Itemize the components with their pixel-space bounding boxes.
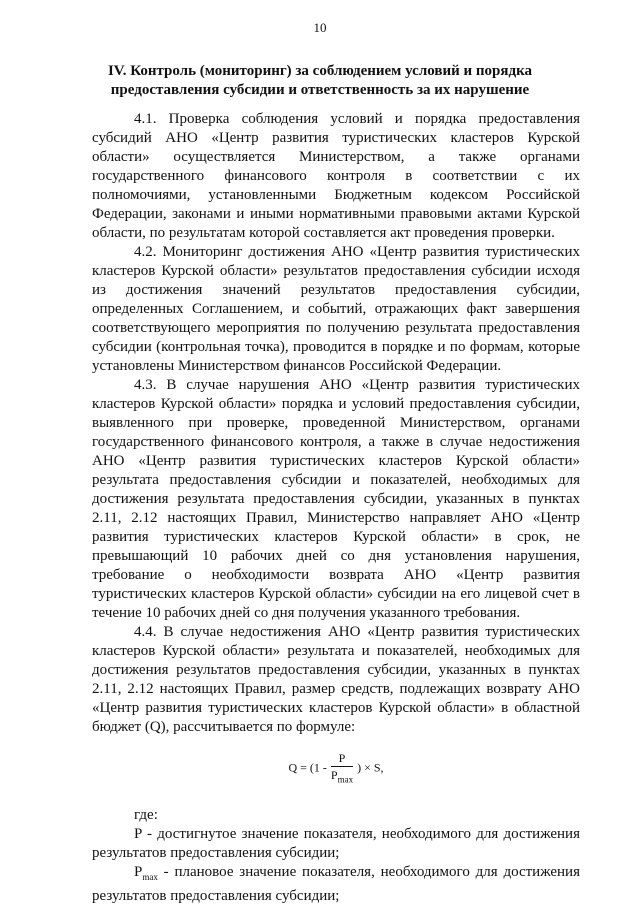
definition-pmax-base: P: [134, 864, 143, 881]
formula-denominator-base: P: [330, 768, 338, 782]
definition-p: P - достигнутое значение показателя, необходимого для достижения результатов предоставления субсидии;: [92, 826, 580, 862]
section-title: IV. Контроль (мониторинг) за соблюдением условий и порядка предоставления субсидии и ответственность за их нарушение: [107, 63, 533, 98]
definition-pmax-text: - плановое значение показателя, необходимого для достижения результатов предоставления субсидии;: [92, 864, 580, 905]
where-label: где:: [134, 807, 158, 824]
formula-denominator-sub: max: [337, 774, 354, 785]
formula-lhs: Q = (1 -: [288, 760, 327, 775]
definition-pmax: [92, 863, 580, 906]
formula: [92, 751, 580, 786]
paragraph-4-4: 4.4. В случае недостижения АНО «Центр развития туристических кластеров Курской области» результата и показателей, необходимых для достижения результатов предоставления субсидии, указанных в пунктах 2.11, 2.12 настоящих Правил, размер средств, подлежащих возврату АНО «Центр развития туристических кластеров Курской области» в областной бюджет (Q), рассчитывается по формуле:: [92, 624, 580, 735]
paragraph-4-2: 4.2. Мониторинг достижения АНО «Центр развития туристических кластеров Курской области» результатов предоставления субсидии исходя из достижения значений результатов предоставления субсидии, определенных Соглашением, и событий, отражающих факт завершения соответствующего мероприятия по получению результата предоставления субсидии (контрольная точка), проводится в порядке и по формам, которые установлены Министерством финансов Российской Федерации.: [92, 244, 580, 374]
formula-denominator: [331, 767, 353, 786]
definition-pmax-sub: max: [142, 872, 158, 883]
document-body: [92, 110, 580, 906]
page-number: 10: [313, 20, 327, 35]
formula-rhs: ) × S,: [357, 760, 384, 775]
paragraph-4-3: 4.3. В случае нарушения АНО «Центр развития туристических кластеров Курской области» порядка и условий предоставления субсидии, выявленного при проверке, проведенной Министерством, органами государственного финансового контроля, а также в случае недостижения АНО «Центр развития туристических кластеров Курской области» результата предоставления субсидии и показателей, необходимых для достижения результата предоставления субсидии, указанных в пунктах 2.11, 2.12 настоящих Правил, Министерство направляет АНО «Центр развития туристических кластеров Курской области» в срок, не превышающий 10 рабочих дней со дня установления нарушения, требование о необходимости возврата АНО «Центр развития туристических кластеров Курской области» субсидии на его лицевой счет в течение 10 рабочих дней со дня получения указанного требования.: [92, 377, 580, 621]
formula-numerator: P: [331, 751, 353, 767]
formula-fraction: [331, 751, 353, 786]
paragraph-4-1: 4.1. Проверка соблюдения условий и порядка предоставления субсидий АНО «Центр развития туристических кластеров Курской области» осуществляется Министерством, а также органами государственного финансового контроля в соответствии с их полномочиями, установленными Бюджетным кодексом Российской Федерации, законами и иными нормативными правовыми актами Курской области, по результатам которой составляется акт проведения проверки.: [92, 111, 580, 241]
